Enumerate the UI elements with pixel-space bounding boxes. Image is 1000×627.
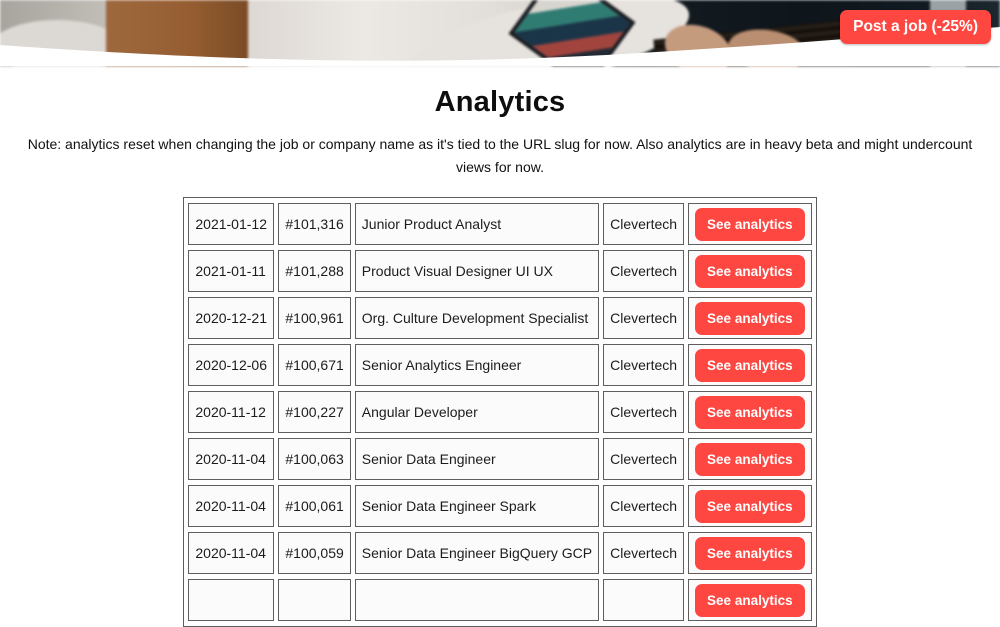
job-date-cell: 2020-11-12 bbox=[188, 391, 274, 433]
see-analytics-button[interactable]: See analytics bbox=[695, 302, 805, 335]
job-id-cell: #100,063 bbox=[278, 438, 350, 480]
analytics-note: Note: analytics reset when changing the job or company name as it's tied to the URL slug for now. Also analytics are in heavy beta and might undercount views for now. bbox=[27, 136, 973, 176]
table-row bbox=[188, 532, 811, 574]
job-date-cell: 2020-12-21 bbox=[188, 297, 274, 339]
table-row bbox=[188, 297, 811, 339]
job-date-cell: 2020-11-04 bbox=[188, 438, 274, 480]
action-cell bbox=[688, 579, 812, 621]
see-analytics-button[interactable]: See analytics bbox=[695, 349, 805, 382]
page-title: Analytics bbox=[434, 86, 566, 118]
job-title-cell: Junior Product Analyst bbox=[355, 203, 599, 245]
job-title-cell: Senior Analytics Engineer bbox=[355, 344, 599, 386]
table-row bbox=[188, 344, 811, 386]
jobs-table-body bbox=[188, 203, 811, 621]
job-date-cell: 2020-12-06 bbox=[188, 344, 274, 386]
see-analytics-button[interactable]: See analytics bbox=[695, 255, 805, 288]
job-id-cell bbox=[278, 579, 350, 621]
job-title-cell: Org. Culture Development Specialist bbox=[355, 297, 599, 339]
see-analytics-button[interactable]: See analytics bbox=[695, 396, 805, 429]
action-cell bbox=[688, 391, 812, 433]
table-row bbox=[188, 391, 811, 433]
company-cell: Clevertech bbox=[603, 344, 684, 386]
company-cell: Clevertech bbox=[603, 250, 684, 292]
job-title-cell bbox=[355, 579, 599, 621]
action-cell bbox=[688, 203, 812, 245]
header-hero bbox=[0, 0, 1000, 66]
post-job-button[interactable]: Post a job (-25%) bbox=[840, 10, 991, 44]
job-id-cell: #100,671 bbox=[278, 344, 350, 386]
company-cell: Clevertech bbox=[603, 297, 684, 339]
action-cell bbox=[688, 438, 812, 480]
see-analytics-button[interactable]: See analytics bbox=[695, 537, 805, 570]
see-analytics-button[interactable]: See analytics bbox=[695, 584, 805, 617]
table-row bbox=[188, 250, 811, 292]
company-cell: Clevertech bbox=[603, 438, 684, 480]
see-analytics-button[interactable]: See analytics bbox=[695, 443, 805, 476]
action-cell bbox=[688, 344, 812, 386]
action-cell bbox=[688, 485, 812, 527]
job-title-cell: Angular Developer bbox=[355, 391, 599, 433]
job-date-cell: 2020-11-04 bbox=[188, 532, 274, 574]
job-id-cell: #100,961 bbox=[278, 297, 350, 339]
company-cell bbox=[603, 579, 684, 621]
job-id-cell: #100,061 bbox=[278, 485, 350, 527]
action-cell bbox=[688, 250, 812, 292]
job-id-cell: #100,227 bbox=[278, 391, 350, 433]
company-cell: Clevertech bbox=[603, 391, 684, 433]
job-title-cell: Product Visual Designer UI UX bbox=[355, 250, 599, 292]
table-row bbox=[188, 203, 811, 245]
job-title-cell: Senior Data Engineer bbox=[355, 438, 599, 480]
see-analytics-button[interactable]: See analytics bbox=[695, 490, 805, 523]
table-row bbox=[188, 438, 811, 480]
job-date-cell: 2021-01-11 bbox=[188, 250, 274, 292]
job-id-cell: #100,059 bbox=[278, 532, 350, 574]
job-date-cell: 2020-11-04 bbox=[188, 485, 274, 527]
company-cell: Clevertech bbox=[603, 203, 684, 245]
table-row bbox=[188, 579, 811, 621]
table-row bbox=[188, 485, 811, 527]
action-cell bbox=[688, 532, 812, 574]
job-date-cell bbox=[188, 579, 274, 621]
action-cell bbox=[688, 297, 812, 339]
job-title-cell: Senior Data Engineer BigQuery GCP bbox=[355, 532, 599, 574]
job-id-cell: #101,288 bbox=[278, 250, 350, 292]
company-cell: Clevertech bbox=[603, 485, 684, 527]
job-id-cell: #101,316 bbox=[278, 203, 350, 245]
job-title-cell: Senior Data Engineer Spark bbox=[355, 485, 599, 527]
company-cell: Clevertech bbox=[603, 532, 684, 574]
jobs-analytics-table bbox=[183, 197, 816, 627]
see-analytics-button[interactable]: See analytics bbox=[695, 208, 805, 241]
job-date-cell: 2021-01-12 bbox=[188, 203, 274, 245]
